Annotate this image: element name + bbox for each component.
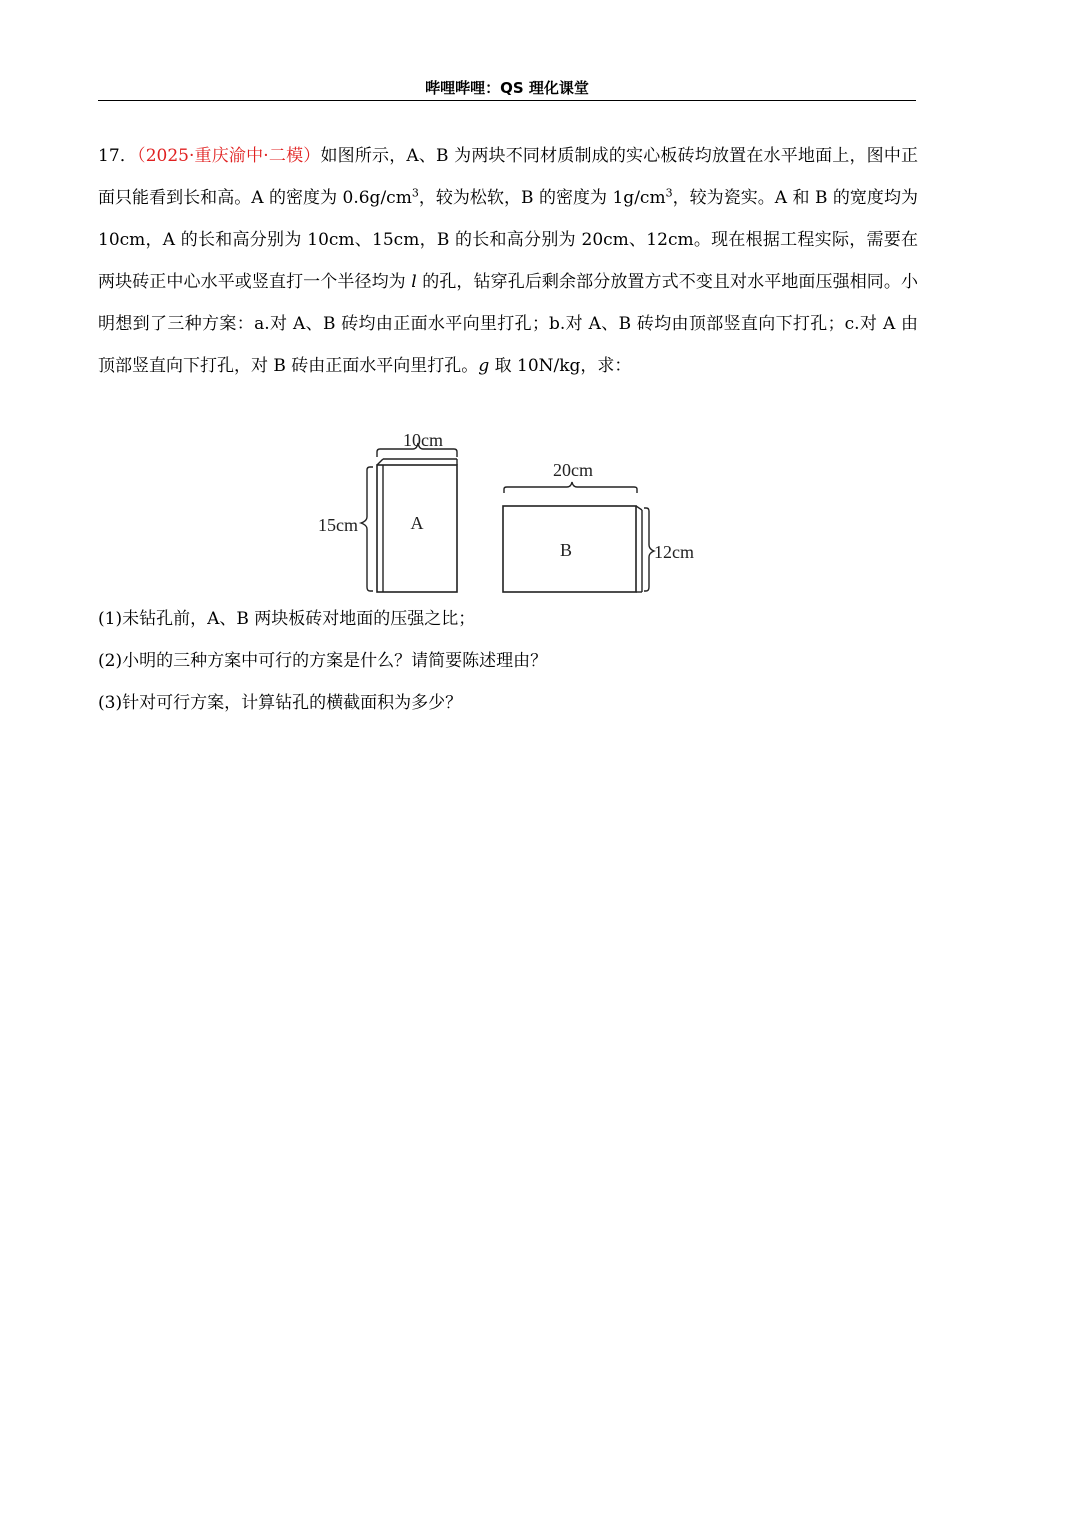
problem-text-3: ，较为瓷实。A 和 B 的宽度均为 10cm，A 的长和高分别为 10cm、15cm，B 的长和高分别为 20cm、12cm。现在根据工程实际，需要在两块砖正中心水平或竖直打一个半径均为 <box>98 188 918 292</box>
problem-statement <box>98 135 918 387</box>
brick-diagram-svg <box>305 425 715 600</box>
brace-b-height <box>644 508 654 591</box>
brick-b-edge-top <box>636 506 642 510</box>
question-list <box>98 598 918 724</box>
question-item: (3)针对可行方案，计算钻孔的横截面积为多少？ <box>98 693 463 713</box>
label-a-height: 15cm <box>318 515 358 535</box>
problem-text-1: 如图所示，A、B 为两块不同材质制成的实心板砖均放置在水平地面上，图中正面只能看到长和高。A 的密度为 0.6g/cm <box>98 146 919 208</box>
brace-b-width <box>504 482 637 493</box>
variable-l: l <box>411 272 417 292</box>
label-b: B <box>559 540 573 560</box>
brick-a <box>318 430 457 592</box>
page-header-title: 哔哩哔哩：QS 理化课堂 <box>425 79 589 97</box>
problem-text-4: 的孔，钻穿孔后剩余部分放置方式不变且对水平地面压强相同。小明想到了三种方案：a.对 A、B 砖均由正面水平向里打孔；b.对 A、B 砖均由顶部竖直向下打孔；c.对 A 由顶部竖直向下打孔，对 B 砖由正面水平向里打孔。 <box>98 272 919 376</box>
brick-diagram <box>305 425 715 600</box>
header-divider <box>98 100 916 101</box>
problem-source: （2025·重庆渝中·二模） <box>137 146 321 166</box>
superscript-1: 3 <box>411 186 419 200</box>
problem-text-2: ，较为松软，B 的密度为 1g/cm <box>418 188 666 208</box>
superscript-2: 3 <box>665 186 673 200</box>
problem-text-5: 取 10N/kg，求： <box>489 356 632 376</box>
question-item: (2)小明的三种方案中可行的方案是什么？请简要陈述理由？ <box>98 651 548 671</box>
label-b-height: 12cm <box>654 542 694 562</box>
problem-number: 17． <box>98 146 138 166</box>
label-a: A <box>410 513 424 533</box>
variable-g: g <box>478 356 490 376</box>
problem-paragraph <box>98 135 918 387</box>
label-b-width: 20cm <box>553 460 593 480</box>
question-item: (1)未钻孔前，A、B 两块板砖对地面的压强之比； <box>98 609 476 629</box>
label-a-width: 10cm <box>403 430 443 450</box>
brick-b <box>503 460 694 592</box>
brick-a-edge-left <box>377 459 383 465</box>
brace-a-height <box>361 467 373 591</box>
